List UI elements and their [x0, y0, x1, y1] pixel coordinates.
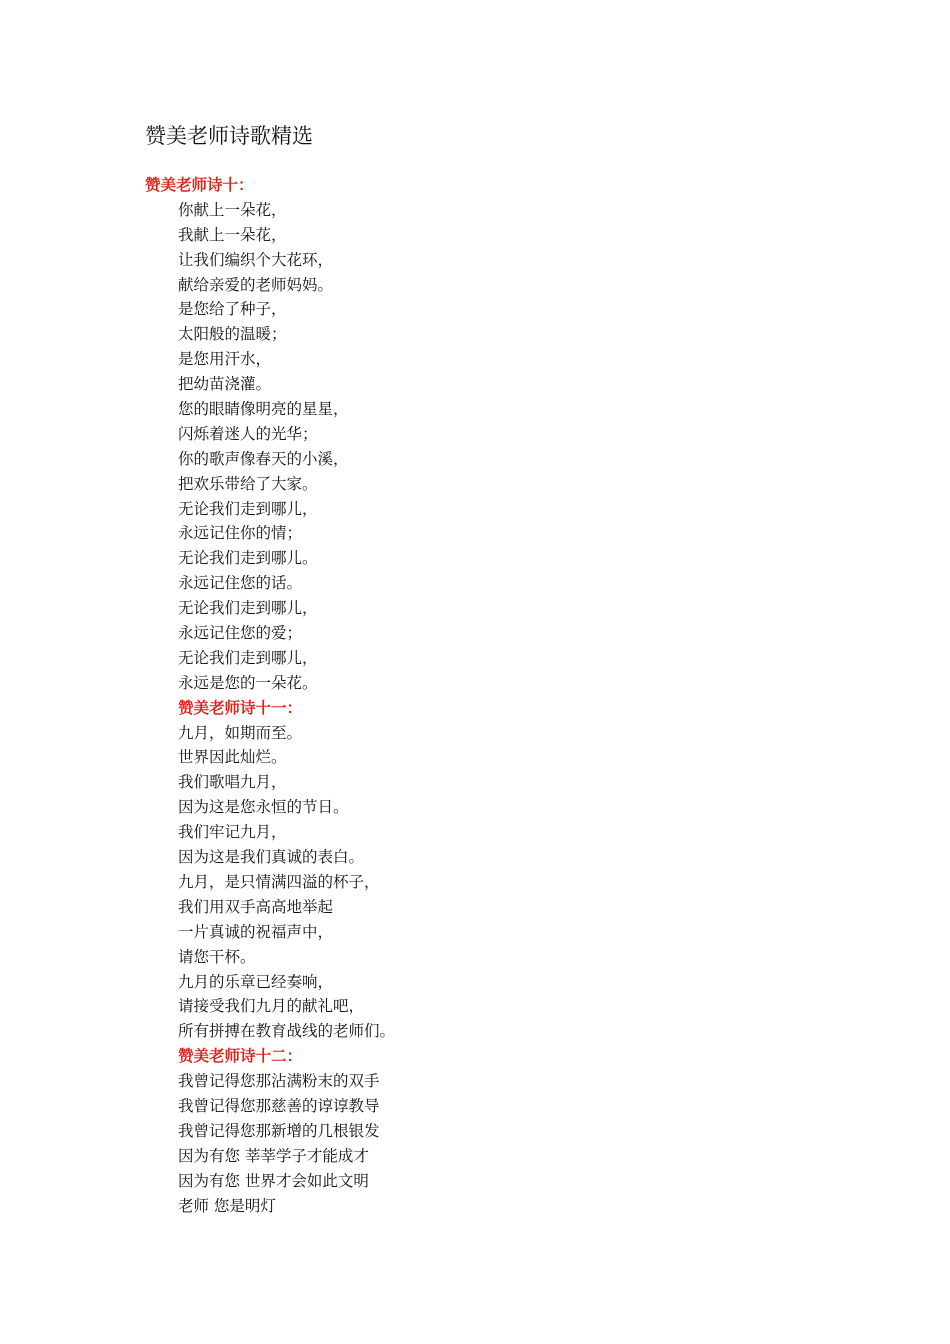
poem-line: 永远记住你的情；: [178, 524, 303, 543]
poem-line: 因为这是您永恒的节日。: [178, 798, 349, 817]
poem-line: 是您给了种子，: [178, 300, 287, 319]
section-heading: 赞美老师诗十：: [145, 175, 254, 194]
poem-line: 因为有您 莘莘学子才能成才: [178, 1146, 369, 1165]
poem-line: 因为这是我们真诚的表白。: [178, 848, 365, 867]
poem-line: 太阳般的温暖；: [178, 325, 287, 344]
poem-line: 是您用汗水，: [178, 350, 272, 369]
poem-line: 永远是您的一朵花。: [178, 673, 318, 692]
poem-line: 九月，是只情满四溢的杯子，: [178, 872, 380, 891]
poem-line: 您的眼睛像明亮的星星，: [178, 400, 349, 419]
poem-line: 世界因此灿烂。: [178, 748, 287, 767]
poem-line: 请接受我们九月的献礼吧，: [178, 997, 365, 1016]
poem-line: 你献上一朵花，: [178, 200, 287, 219]
poem-line: 永远记住您的爱；: [178, 624, 303, 643]
poem-line: 我曾记得您那沾满粉末的双手: [178, 1072, 380, 1091]
poem-content: [145, 173, 845, 1218]
poem-line: 闪烁着迷人的光华；: [178, 424, 318, 443]
poem-line: 我曾记得您那慈善的谆谆教导: [178, 1096, 380, 1115]
poem-line: 我们用双手高高地举起: [178, 897, 334, 916]
section-heading: 赞美老师诗十二：: [178, 1046, 303, 1066]
poem-line: 把欢乐带给了大家。: [178, 474, 318, 493]
poem-line: 我们歌唱九月，: [178, 773, 287, 792]
poem-line: 九月的乐章已经奏响，: [178, 972, 334, 991]
poem-line: 我曾记得您那新增的几根银发: [178, 1121, 380, 1140]
poem-line: 让我们编织个大花环，: [178, 250, 334, 269]
poem-line: 我们牢记九月，: [178, 823, 287, 842]
poem-line: 一片真诚的祝福声中，: [178, 922, 334, 941]
poem-line: 九月，如期而至。: [178, 723, 303, 742]
poem-line: 无论我们走到哪儿。: [178, 549, 318, 568]
poem-line: 永远记住您的话。: [178, 574, 303, 593]
poem-line: 所有拼搏在教育战线的老师们。: [178, 1022, 396, 1041]
poem-line: 无论我们走到哪儿，: [178, 499, 318, 518]
poem-line: 请您干杯。: [178, 947, 256, 966]
section-heading: 赞美老师诗十一：: [178, 697, 303, 717]
poem-line: 你的歌声像春天的小溪，: [178, 449, 349, 468]
poem-line: 无论我们走到哪儿，: [178, 599, 318, 618]
poem-line: 因为有您 世界才会如此文明: [178, 1171, 369, 1190]
poem-line: 把幼苗浇灌。: [178, 375, 272, 394]
poem-line: 献给亲爱的老师妈妈。: [178, 275, 334, 294]
poem-line: 老师 您是明灯: [178, 1196, 276, 1215]
poem-line: 无论我们走到哪儿，: [178, 648, 318, 667]
document-title: 赞美老师诗歌精选: [145, 124, 313, 148]
poem-line: 我献上一朵花，: [178, 225, 287, 244]
